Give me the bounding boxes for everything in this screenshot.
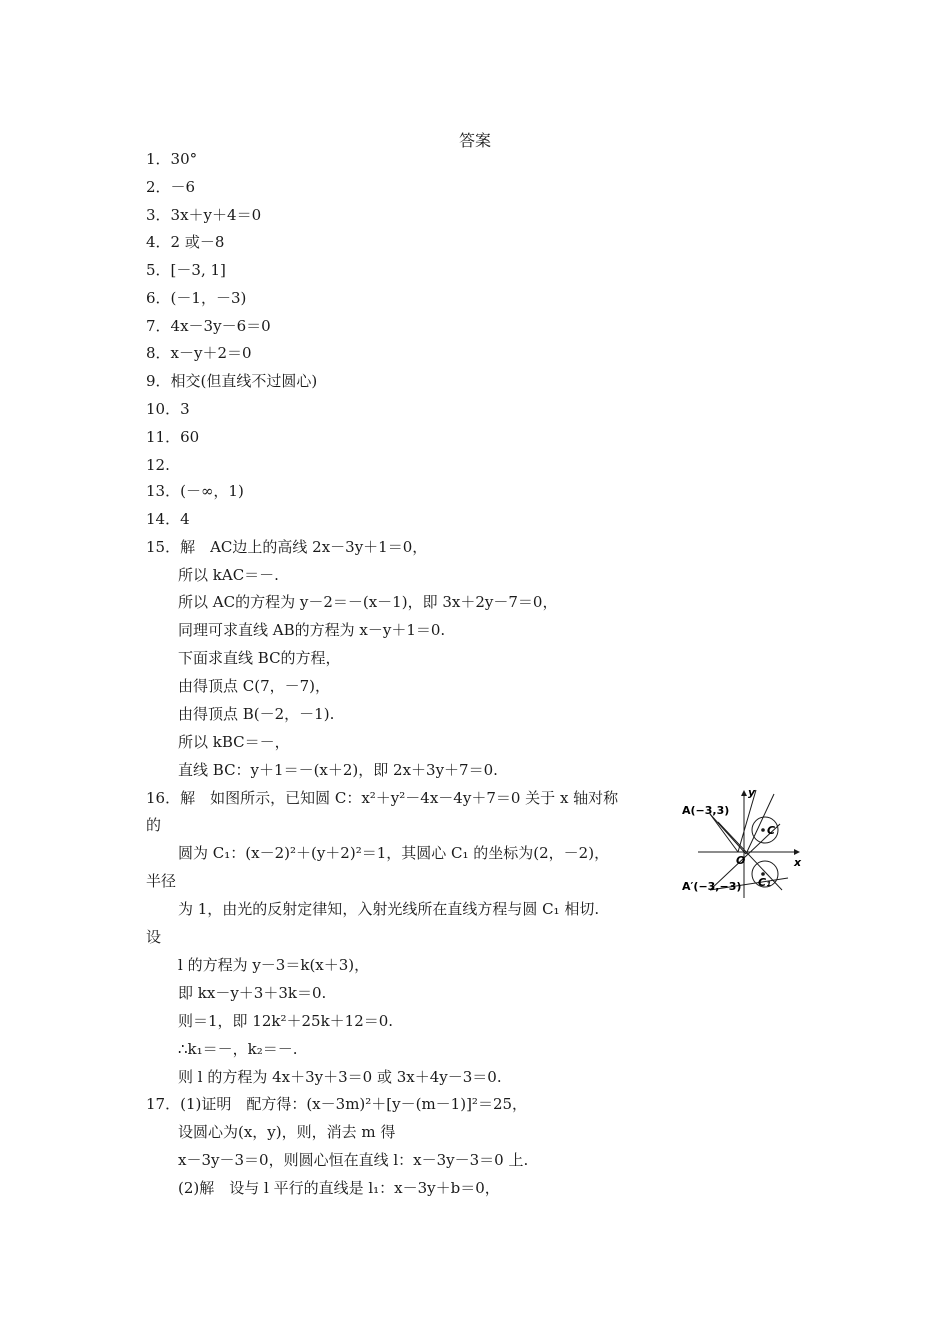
q15-line-9: 直线 BC：y＋1＝－(x＋2)，即 2x＋3y＋7＝0. — [178, 761, 498, 779]
q16-line-3: 圆为 C₁：(x－2)²＋(y＋2)²＝1，其圆心 C₁ 的坐标为(2，－2)， — [178, 844, 610, 862]
answer-3: 3．3x＋y＋4＝0 — [146, 206, 262, 224]
q16-line-6: 设 — [146, 928, 162, 946]
q17-line-1: 17．(1)证明 配方得：(x－3m)²＋[y－(m－1)]²＝25， — [146, 1095, 528, 1113]
y-axis-arrow — [741, 790, 747, 796]
answer-13: 13．(－∞，1) — [146, 482, 244, 500]
q16-line-2: 的 — [146, 816, 162, 834]
q16-line-1: 16．解 如图所示，已知圆 C：x²＋y²－4x－4y＋7＝0 关于 x 轴对称 — [146, 789, 619, 807]
answer-9: 9．相交(但直线不过圆心) — [146, 372, 318, 390]
q16-line-11: 则 l 的方程为 4x＋3y＋3＝0 或 3x＋4y－3＝0. — [178, 1068, 502, 1086]
label-a: A(−3,3) — [682, 804, 730, 817]
q17-line-4: (2)解 设与 l 平行的直线是 l₁：x－3y＋b＝0， — [178, 1179, 500, 1197]
x-axis-arrow — [794, 849, 800, 855]
answer-6: 6．(－1，－3) — [146, 289, 247, 307]
incident-line-1 — [710, 814, 746, 854]
label-y: y — [748, 786, 756, 799]
answer-1: 1．30° — [146, 150, 198, 168]
answer-14: 14．4 — [146, 510, 190, 528]
q16-line-9: 则＝1，即 12k²＋25k＋12＝0. — [178, 1012, 394, 1030]
q15-line-5: 下面求直线 BC的方程， — [178, 649, 341, 667]
answer-4: 4．2 或－8 — [146, 233, 225, 251]
answer-2: 2．－6 — [146, 178, 196, 196]
answer-7: 7．4x－3y－6＝0 — [146, 317, 271, 335]
incident-line-2 — [710, 814, 738, 852]
q15-line-8: 所以 kBC＝－， — [178, 733, 290, 751]
q17-line-3: x－3y－3＝0，则圆心恒在直线 l：x－3y－3＝0 上. — [178, 1151, 529, 1169]
q16-line-8: 即 kx－y＋3＋3k＝0. — [178, 984, 327, 1002]
answer-12: 12. — [146, 456, 170, 474]
answer-11: 11．60 — [146, 428, 200, 446]
answer-10: 10．3 — [146, 400, 190, 418]
label-c1: C₁ — [758, 876, 771, 889]
q15-line-6: 由得顶点 C(7，－7)， — [178, 677, 331, 695]
q17-line-2: 设圆心为(x，y)，则，消去 m 得 — [178, 1123, 396, 1141]
label-a-prime: A′(−3,−3) — [682, 880, 742, 893]
answer-5: 5．[－3, 1] — [146, 261, 226, 279]
page-title: 答案 — [458, 131, 491, 150]
q16-line-4: 半径 — [146, 872, 177, 890]
label-x: x — [794, 856, 802, 869]
q15-line-7: 由得顶点 B(－2，－1). — [178, 705, 335, 723]
answer-8: 8．x－y＋2＝0 — [146, 344, 252, 362]
center-c-dot — [761, 828, 765, 832]
q15-line-2: 所以 kAC＝－. — [178, 566, 279, 584]
reflected-line-2 — [738, 790, 756, 852]
q15-line-4: 同理可求直线 AB的方程为 x－y＋1＝0. — [178, 621, 446, 639]
q16-line-7: l 的方程为 y－3＝k(x＋3)， — [178, 956, 370, 974]
label-c: C — [767, 824, 776, 837]
label-o: O — [736, 854, 746, 867]
reflection-figure — [680, 786, 806, 904]
q15-line-1: 15．解 AC边上的高线 2x－3y＋1＝0， — [146, 538, 428, 556]
q16-line-5: 为 1，由光的反射定律知，入射光线所在直线方程与圆 C₁ 相切. — [178, 900, 600, 918]
q16-line-10: ∴k₁＝－，k₂＝－. — [178, 1040, 298, 1058]
q15-line-3: 所以 AC的方程为 y－2＝－(x－1)，即 3x＋2y－7＝0， — [178, 593, 558, 611]
